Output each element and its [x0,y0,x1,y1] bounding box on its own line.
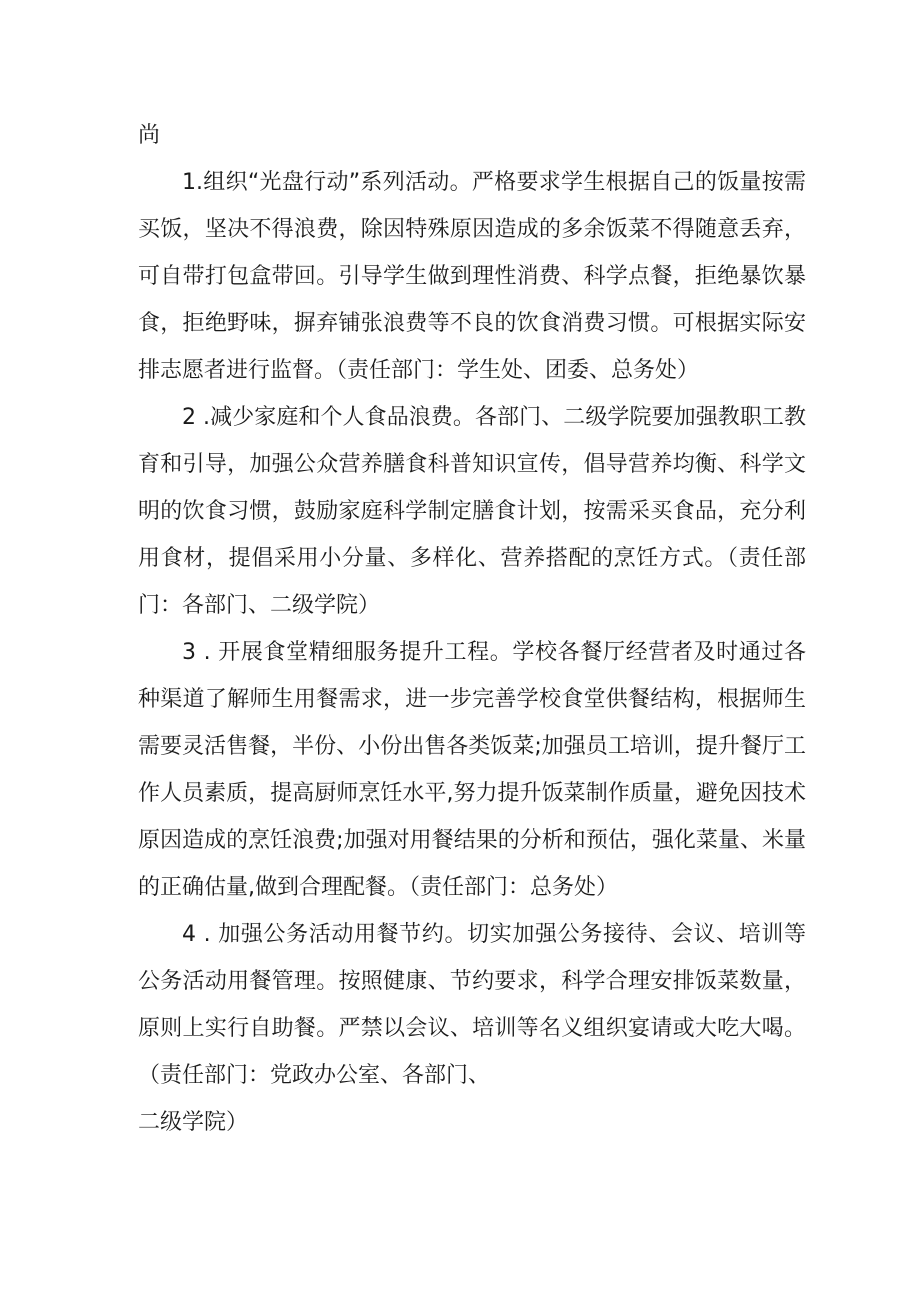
paragraph-item-2: 2 .减少家庭和个人食品浪费。各部门、二级学院要加强教职工教育和引导，加强公众营养膳食科普知识宣传，倡导营养均衡、科学文明的饮食习惯，鼓励家庭科学制定膳食计划，按需采买食品，充分利用食材，提倡采用小分量、多样化、营养搭配的烹饪方式。（责任部门：各部门、二级学院） [138,405,806,618]
paragraph-item-4-tail: 二级学院） [138,1110,249,1135]
paragraph-item-3: 3 . 开展食堂精细服务提升工程。学校各餐厅经营者及时通过各种渠道了解师生用餐需求，进一步完善学校食堂供餐结构，根据师生需要灵活售餐，半份、小份出售各类饭菜;加强员工培训，提升餐厅工作人员素质，提高厨师烹饪水平,努力提升饭菜制作质量，避免因技术原因造成的烹饪浪费;加强对用餐结果的分析和预估，强化菜量、米量的正确估量,做到合理配餐。（责任部门：总务处） [138,640,806,900]
paragraph-item-1: 1.组织“光盘行动”系列活动。严格要求学生根据自己的饭量按需买饭，坚决不得浪费，除因特殊原因造成的多余饭菜不得随意丢弃，可自带打包盒带回。引导学生做到理性消费、科学点餐，拒绝暴饮暴食，拒绝野味，摒弃铺张浪费等不良的饮食消费习惯。可根据实际安排志愿者进行监督。（责任部门：学生处、团委、总务处） [138,170,806,383]
paragraph-continuation: 尚 [138,123,161,148]
paragraph-item-4: 4 . 加强公务活动用餐节约。切实加强公务接待、会议、培训等公务活动用餐管理。按照健康、节约要求，科学合理安排饭菜数量，原则上实行自助餐。严禁以会议、培训等名义组织宴请或大吃大喝。（责任部门：党政办公室、各部门、 [138,922,806,1088]
document-body [138,112,806,1146]
